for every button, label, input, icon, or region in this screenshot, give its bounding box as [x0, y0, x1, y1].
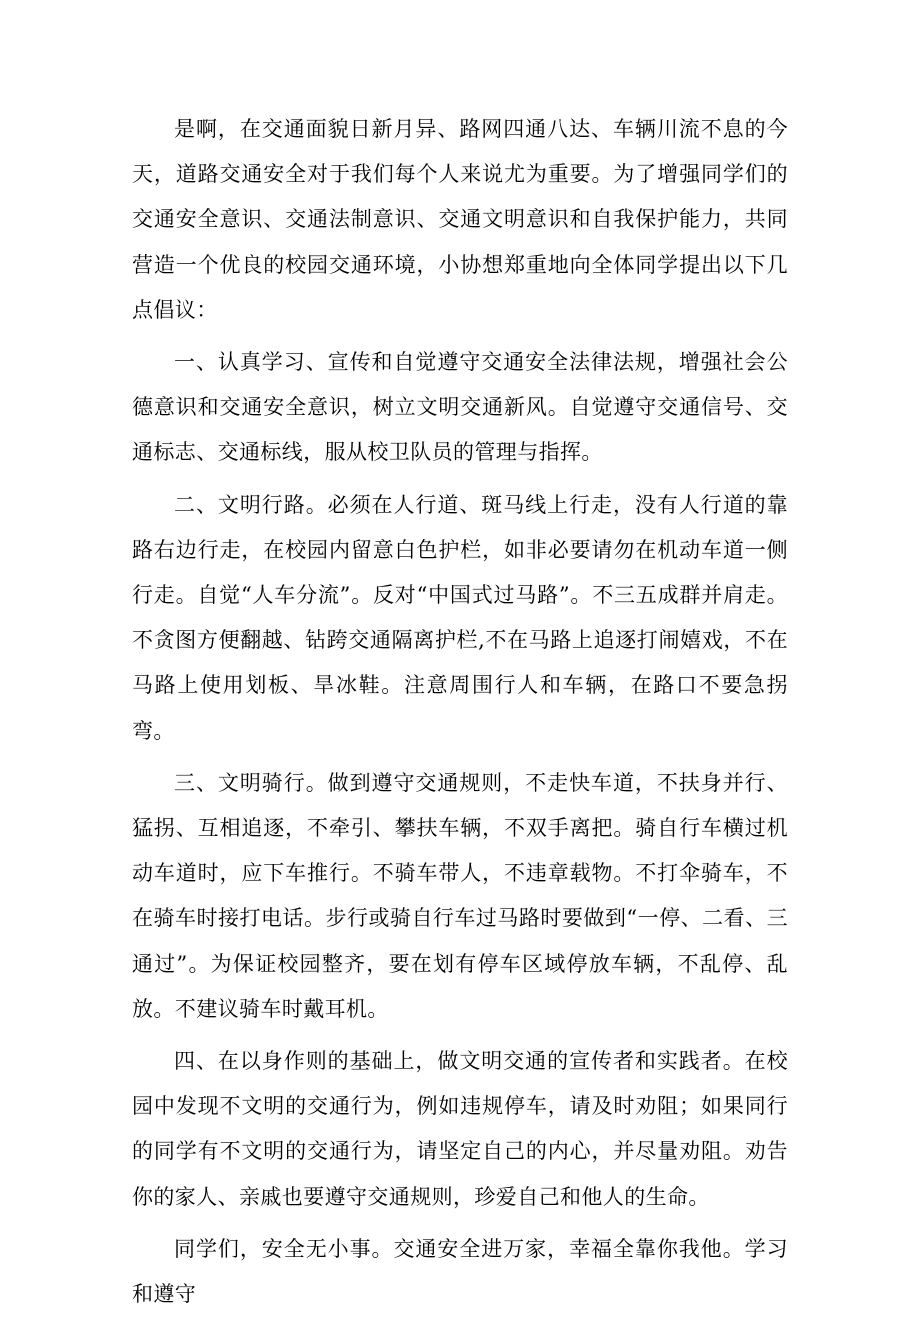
paragraph-proposal-2: 二、文明行路。必须在人行道、斑马线上行走，没有人行道的靠路右边行走，在校园内留意白色护栏，如非必要请勿在机动车道一侧行走。自觉“人车分流”。反对“中国式过马路”。不三五成群并肩走。不贪图方便翻越、钻跨交通隔离护栏,不在马路上追逐打闹嬉戏，不在马路上使用划板、旱冰鞋。注意周围行人和车辆，在路口不要急拐弯。: [132, 492, 788, 743]
paragraph-proposal-3: 三、文明骑行。做到遵守交通规则，不走快车道，不扶身并行、猛拐、互相追逐，不牵引、攀扶车辆，不双手离把。骑自行车横过机动车道时，应下车推行。不骑车带人，不违章载物。不打伞骑车，不在骑车时接打电话。步行或骑自行车过马路时要做到“一停、二看、三通过”。为保证校园整齐，要在划有停车区域停放车辆，不乱停、乱放。不建议骑车时戴耳机。: [132, 770, 788, 1021]
paragraph-proposal-4: 四、在以身作则的基础上，做文明交通的宣传者和实践者。在校园中发现不文明的交通行为，例如违规停车，请及时劝阻；如果同行的同学有不文明的交通行为，请坚定自己的内心，并尽量劝阻。劝告你的家人、亲戚也要遵守交通规则，珍爱自己和他人的生命。: [132, 1049, 788, 1209]
paragraph-proposal-1: 一、认真学习、宣传和自觉遵守交通安全法律法规，增强社会公德意识和交通安全意识，树立文明交通新风。自觉遵守交通信号、交通标志、交通标线，服从校卫队员的管理与指挥。: [132, 350, 788, 465]
paragraph-intro: 是啊，在交通面貌日新月异、路网四通八达、车辆川流不息的今天，道路交通安全对于我们每个人来说尤为重要。为了增强同学们的交通安全意识、交通法制意识、交通文明意识和自我保护能力，共同营造一个优良的校园交通环境，小协想郑重地向全体同学提出以下几点倡议：: [132, 117, 788, 322]
paragraph-closing: 同学们，安全无小事。交通安全进万家，幸福全靠你我他。学习和遵守: [132, 1236, 788, 1307]
